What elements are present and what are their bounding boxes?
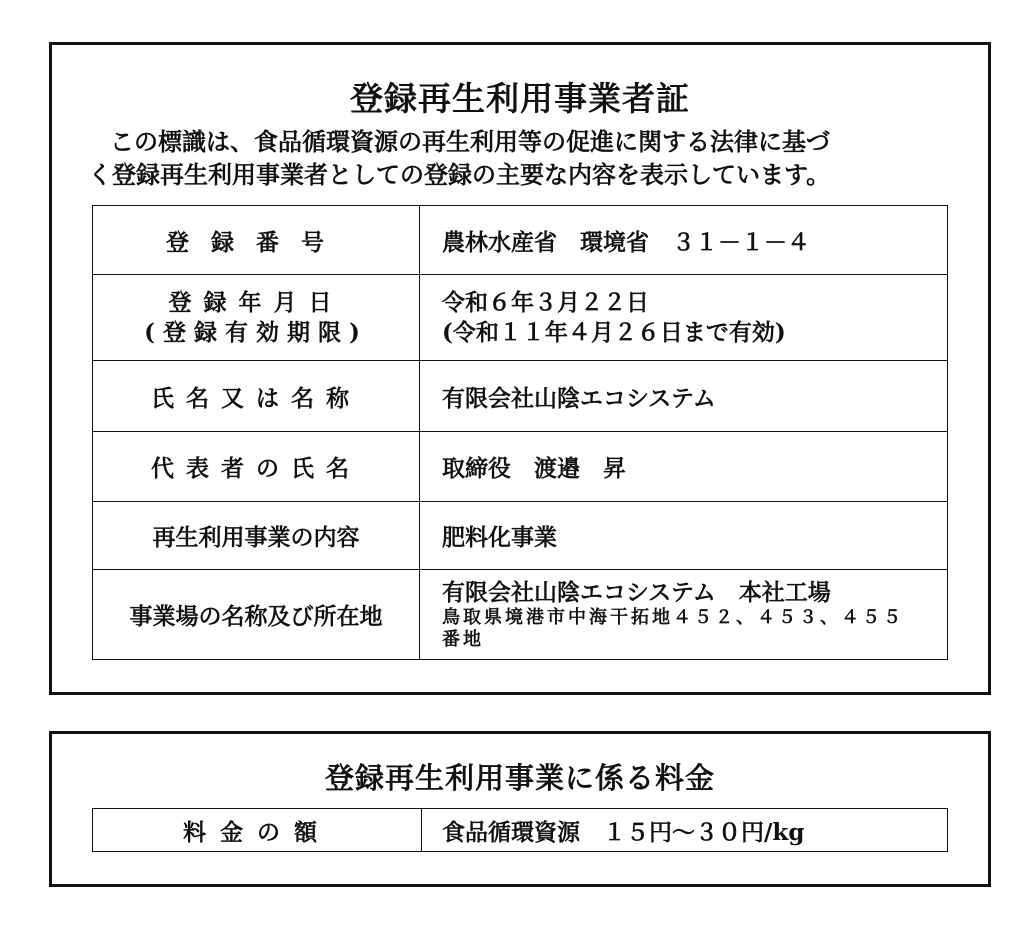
table-row — [93, 502, 948, 570]
facility-label: 事業場の名称及び所在地 — [93, 570, 420, 660]
validity-period-value: (令和１１年４月２６日まで有効) — [442, 318, 786, 346]
registration-info-table — [92, 205, 948, 660]
fee-amount-label: 料金の額 — [93, 809, 422, 852]
fee-section — [49, 731, 991, 887]
facility-address: 鳥取県境港市中海干拓地４５２、４５３、４５５ — [442, 606, 904, 628]
certificate-intro — [88, 125, 958, 191]
table-row — [93, 809, 948, 852]
representative-value: 取締役 渡邉 昇 — [420, 432, 948, 502]
registration-number-label: 登録番号 — [93, 206, 420, 275]
table-row — [93, 206, 948, 275]
registration-date-value-cell — [420, 275, 948, 361]
intro-line-2: く登録再生利用事業者としての登録の主要な内容を表示しています。 — [88, 160, 831, 189]
registration-date-label: 登録年月日 — [168, 288, 344, 316]
business-content-value: 肥料化事業 — [420, 502, 948, 570]
registration-number-value: 農林水産省 環境省 ３１－１－４ — [420, 206, 948, 275]
facility-name: 有限会社山陰エコシステム 本社工場 — [442, 578, 831, 606]
table-row — [93, 275, 948, 361]
table-row — [93, 361, 948, 432]
table-row — [93, 432, 948, 502]
name-value: 有限会社山陰エコシステム — [420, 361, 948, 432]
facility-address-suffix: 番地 — [442, 628, 484, 650]
business-content-label: 再生利用事業の内容 — [93, 502, 420, 570]
representative-label: 代表者の氏名 — [93, 432, 420, 502]
facility-value-cell — [420, 570, 948, 660]
fee-title: 登録再生利用事業に係る料金 — [324, 761, 715, 795]
registration-date-value: 令和６年３月２２日 — [442, 288, 649, 316]
validity-period-label: (登録有効期限) — [144, 318, 368, 346]
fee-table — [92, 808, 948, 852]
table-row — [93, 570, 948, 660]
name-label: 氏名又は名称 — [93, 361, 420, 432]
registration-date-label-cell — [93, 275, 420, 361]
fee-amount-value: 食品循環資源 １５円～３０円/kg — [422, 809, 948, 852]
registration-certificate — [49, 42, 991, 695]
certificate-title: 登録再生利用事業者証 — [350, 79, 690, 118]
intro-line-1: この標識は、食品循環資源の再生利用等の促進に関する法律に基づ — [110, 127, 830, 156]
